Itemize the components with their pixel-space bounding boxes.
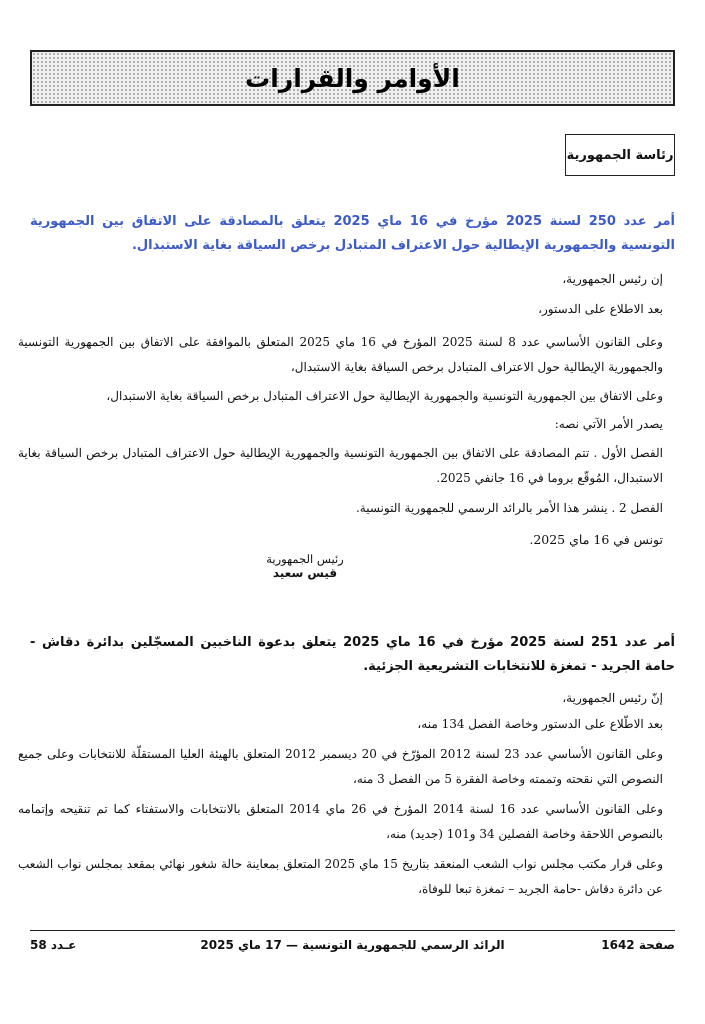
decree-251-visa-law-2014: وعلى القانون الأساسي عدد 16 لسنة 2014 المؤرخ في 26 ماي 2014 المتعلق بالانتخابات والاستفتاء كما تم تنقيحه وإتمامه بالنصوص اللاحقة وخاصة الفصلين 34 و101 (جديد) منه، [18, 802, 663, 841]
decree-251-visa-constitution: بعد الاطّلاع على الدستور وخاصة الفصل 134 منه، [417, 717, 663, 731]
decree-251-visa-bureau-decision: وعلى قرار مكتب مجلس نواب الشعب المنعقد بتاريخ 15 ماي 2025 المتعلق بمعاينة حالة شغور نهائي بمقعد بمجلس نواب الشعب عن دائرة دقاش -حامة الجريد – تمغزة تبعا للوفاة، [18, 857, 664, 896]
footer-issue-number: عـدد 58 [30, 938, 77, 952]
decree-250-enacting-clause: يصدر الأمر الآتي نصه: [554, 417, 663, 431]
footer-page-number: صفحة 1642 [601, 938, 675, 952]
decree-250-title: أمر عدد 250 لسنة 2025 مؤرخ في 16 ماي 2025 يتعلق بالمصادقة على الاتفاق بين الجمهورية التونسية والجمهورية الإيطالية حول الاعتراف المتبادل برخص السياقة بغاية الاستبدال. [30, 214, 675, 253]
section-banner [30, 50, 675, 106]
banner-title: الأوامر والقرارات [245, 63, 460, 93]
signature-role: رئيس الجمهورية [266, 552, 344, 566]
decree-251-preamble: إنّ رئيس الجمهورية، [562, 691, 663, 705]
document-page [18, 0, 675, 1024]
decree-251-visa-law-2012: وعلى القانون الأساسي عدد 23 لسنة 2012 المؤرّخ في 20 ديسمبر 2012 المتعلق بالهيئة العليا المستقلّة للانتخابات وعلى جميع النصوص التي نقحته وتممته وخاصة الفقرة 5 من الفصل 3 منه، [18, 747, 663, 786]
footer-divider [30, 930, 675, 931]
decree-250-visa-constitution: بعد الاطلاع على الدستور، [538, 302, 663, 316]
decree-251-title: أمر عدد 251 لسنة 2025 مؤرخ في 16 ماي 2025 يتعلق بدعوة الناخبين المسجّلين بدائرة دقاش - حامة الجريد - تمغزة للانتخابات التشريعية الجزئية. [30, 635, 675, 674]
issuing-authority-box: رئاسة الجمهورية [565, 134, 675, 176]
decree-250-article-1: الفصل الأول . تتم المصادقة على الاتفاق بين الجمهورية التونسية والجمهورية الإيطالية حول الاعتراف المتبادل برخص السياقة بغاية الاستبدال، المُوقّع بروما في 16 جانفي 2025. [18, 446, 663, 485]
decree-250-visa-law: وعلى القانون الأساسي عدد 8 لسنة 2025 المؤرخ في 16 ماي 2025 المتعلق بالموافقة على الاتفاق بين الجمهورية التونسية والجمهورية الإيطالية حول الاعتراف المتبادل برخص السياقة بغاية الاستبدال، [18, 335, 663, 374]
page-footer [30, 938, 675, 958]
signature-name: قيس سعيد [272, 566, 338, 580]
decree-250-visa-agreement: وعلى الاتفاق بين الجمهورية التونسية والجمهورية الإيطالية حول الاعتراف المتبادل برخص السياقة بغاية الاستبدال، [106, 389, 663, 403]
decree-250-signature [245, 552, 365, 580]
footer-journal-title: الرائد الرسمي للجمهورية التونسية — 17 ماي 2025 [200, 938, 505, 952]
decree-250-article-2: الفصل 2 . ينشر هذا الأمر بالرائد الرسمي للجمهورية التونسية. [355, 501, 663, 515]
decree-250-preamble: إن رئيس الجمهورية، [562, 272, 663, 286]
decree-250-place-date: تونس في 16 ماي 2025. [529, 532, 663, 547]
